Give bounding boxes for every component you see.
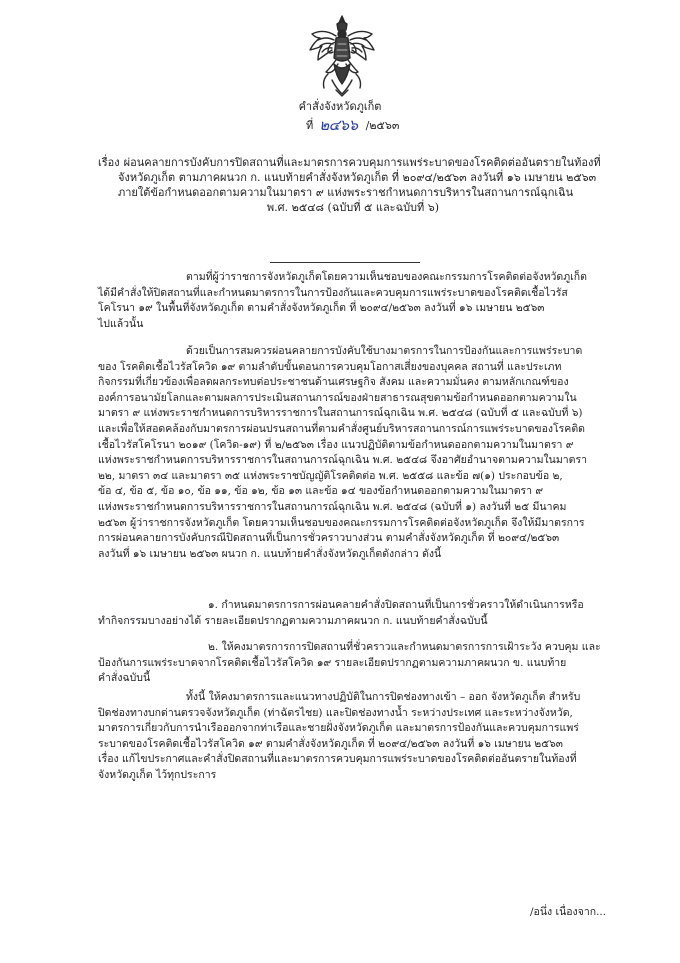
paragraph-line: และเพื่อให้สอดคล้องกับมาตรการผ่อนปรนสถานที่ตามคำสั่งศูนย์บริหารสถานการณ์การแพร่ระบาดของโรคติด	[98, 422, 585, 435]
paragraph-line: ๒๒, มาตรา ๓๔ และมาตรา ๓๕ แห่งพระราชบัญญัติโรคติดต่อ พ.ศ. ๒๕๕๘ และข้อ ๗(๑) ประกอบข้อ ๒,	[98, 469, 563, 482]
paragraph-line: ได้มีคำสั่งให้ปิดสถานที่และกำหนดมาตรการในการป้องกันและควบคุมการแพร่ระบาดของโรคติดเชื้อไวรัส	[98, 286, 568, 299]
paragraph-line: ทำกิจกรรมบางอย่างได้ รายละเอียดปรากฏตามความภาคผนวก ก. แนบท้ายคำสั่งฉบับนี้	[98, 614, 488, 627]
order-title: คำสั่งจังหวัดภูเก็ต	[298, 100, 382, 113]
order-year: /๒๕๖๓	[365, 119, 400, 132]
subject-block	[98, 155, 638, 215]
clause-1	[98, 598, 643, 629]
paragraph-2	[98, 344, 643, 562]
paragraph-line: ๑. กำหนดมาตรการการผ่อนคลายคำสั่งปิดสถานที่เป็นการชั่วคราวให้ดำเนินการหรือ	[208, 599, 584, 611]
paragraph-line: ไปแล้วนั้น	[98, 317, 144, 330]
paragraph-line: ข้อ ๔, ข้อ ๕, ข้อ ๑๐, ข้อ ๑๑, ข้อ ๑๒, ข้อ ๑๓ และข้อ ๑๔ ของข้อกำหนดออกตามความในมาตรา ๙	[98, 485, 544, 498]
subject-line: พ.ศ. ๒๕๔๘ (ฉบับที่ ๕ และฉบับที่ ๖)	[266, 201, 440, 214]
paragraph-line: มาตรการเกี่ยวกับการนำเรือออกจากท่าเรือและชายฝั่งจังหวัดภูเก็ต และมาตรการป้องกันและควบคุมการแพร่	[98, 722, 579, 735]
paragraph-line: แห่งพระราชกำหนดการบริหารราชการในสถานการณ์ฉุกเฉิน พ.ศ. ๒๕๔๘ (ฉบับที่ ๑) ลงวันที่ ๒๕ มีนาคม	[98, 500, 567, 513]
order-prefix: ที่	[306, 119, 314, 132]
subject-label: เรื่อง	[98, 156, 120, 169]
order-number: ๒๔๖๖	[319, 116, 358, 134]
paragraph-line: ๒๕๖๓ ผู้ว่าราชการจังหวัดภูเก็ต โดยความเห็นชอบของคณะกรรมการโรคติดต่อจังหวัดภูเก็ต จึงให้มีมาตรการ	[98, 516, 585, 529]
clause-2	[98, 640, 643, 687]
subject-line: จังหวัดภูเก็ต ตามภาคผนวก ก. แนบท้ายคำสั่งจังหวัดภูเก็ต ที่ ๒๐๙๔/๒๕๖๓ ลงวันที่ ๑๖ เมษายน ๒๕๖๓	[118, 171, 597, 184]
paragraph-line: กิจกรรมที่เกี่ยวข้องเพื่อลดผลกระทบต่อประชาชนด้านเศรษฐกิจ สังคม และความมั่นคง ตามหลักเกณฑ์ของ	[98, 376, 569, 389]
paragraph-line: ด้วยเป็นการสมควรผ่อนคลายการบังคับใช้บางมาตรการในการป้องกันและการแพร่ระบาด	[186, 345, 583, 357]
paragraph-line: องค์การอนามัยโลกและตามผลการประเมินสถานการณ์ของฝ่ายสาธารณสุขตามข้อกำหนดออกตามความใน	[98, 391, 577, 404]
paragraph-line: ระบาดของโรคติดเชื้อไวรัสโควิด ๑๙ ตามคำสั่งจังหวัดภูเก็ต ที่ ๒๐๙๔/๒๕๖๓ ลงวันที่ ๑๖ เมษายน ๒๕๖๓	[98, 737, 563, 750]
paragraph-line: เรื่อง แก้ไขประกาศและคำสั่งปิดสถานที่และมาตรการควบคุมการแพร่ระบาดของโรคติดต่ออันตรายในท้องที่	[98, 753, 577, 766]
paragraph-line: แห่งพระราชกำหนดการบริหารราชการในสถานการณ์ฉุกเฉิน พ.ศ. ๒๕๔๘ จึงอาศัยอำนาจตามความในมาตรา	[98, 454, 588, 467]
paragraph-line: คำสั่งฉบับนี้	[98, 672, 151, 685]
paragraph-line: ลงวันที่ ๑๖ เมษายน ๒๕๖๓ ผนวก ก. แนบท้ายคำสั่งจังหวัดภูเก็ตดังกล่าว ดังนี้	[98, 547, 442, 560]
paragraph-line: โคโรนา ๑๙ ในพื้นที่จังหวัดภูเก็ต ตามคำสั่งจังหวัดภูเก็ต ที่ ๒๐๙๔/๒๕๖๓ ลงวันที่ ๑๖ เมษายน ๒๕๖๓	[98, 302, 545, 315]
paragraph-line: ๒. ให้คงมาตรการการปิดสถานที่ชั่วคราวและกำหนดมาตรการการเฝ้าระวัง ควบคุม และ	[208, 641, 601, 653]
subject-line: ภายใต้ข้อกำหนดออกตามความในมาตรา ๙ แห่งพระราชกำหนดการบริหารในสถานการณ์ฉุกเฉิน	[118, 186, 574, 199]
paragraph-line: จังหวัดภูเก็ต ไว้ทุกประการ	[98, 768, 217, 781]
divider	[270, 262, 420, 263]
order-number-line	[306, 118, 399, 133]
subject-line: ผ่อนคลายการบังคับการปิดสถานที่และมาตรการควบคุมการแพร่ระบาดของโรคติดต่ออันตรายในท้องที่	[123, 156, 601, 169]
paragraph-line: มาตรา ๙ แห่งพระราชกำหนดการบริหารราชการในสถานการณ์ฉุกเฉิน พ.ศ. ๒๕๔๘ (ฉบับที่ ๕ และฉบับที่ ๖)	[98, 407, 583, 420]
paragraph-line: ป้องกันการแพร่ระบาดจากโรคติดเชื้อไวรัสโควิด ๑๙ รายละเอียดปรากฏตามความภาคผนวก ข. แนบท้าย	[98, 656, 567, 669]
paragraph-1	[98, 270, 643, 332]
paragraph-line: เชื้อไวรัสโคโรนา ๒๐๑๙ (โควิด-๑๙) ที่ ๒/๒๕๖๓ เรื่อง แนวปฏิบัติตามข้อกำหนดออกตามความในมาตรา ๙	[98, 438, 574, 451]
paragraph-line: ตามที่ผู้ว่าราชการจังหวัดภูเก็ตโดยความเห็นชอบของคณะกรรมการโรคติดต่อจังหวัดภูเก็ต	[186, 271, 587, 283]
continuation-note: /อนึ่ง เนื่องจาก...	[530, 906, 607, 918]
paragraph-3	[98, 690, 643, 784]
paragraph-line: ของ โรคติดเชื้อไวรัสโควิด ๑๙ ตามลำดับขั้นตอนการควบคุมโอกาสเสี่ยงของบุคคล สถานที่ และประเภท	[98, 360, 562, 373]
paragraph-line: ทั้งนี้ ให้คงมาตรการและแนวทางปฏิบัติในการปิดช่องทางเข้า – ออก จังหวัดภูเก็ต สำหรับ	[186, 691, 581, 703]
paragraph-line: การผ่อนคลายการบังคับกรณีปิดสถานที่เป็นการชั่วคราวบางส่วน ตามคำสั่งจังหวัดภูเก็ต ที่ ๒๐๙๔/๒๕๖๓	[98, 532, 560, 545]
garuda-emblem-icon	[306, 14, 378, 98]
paragraph-line: ปิดช่องทางบกด่านตรวจจังหวัดภูเก็ต (ท่าฉัตรไชย) และปิดช่องทางน้ำ ระหว่างประเทศ และระหว่างจังหวัด,	[98, 706, 573, 719]
